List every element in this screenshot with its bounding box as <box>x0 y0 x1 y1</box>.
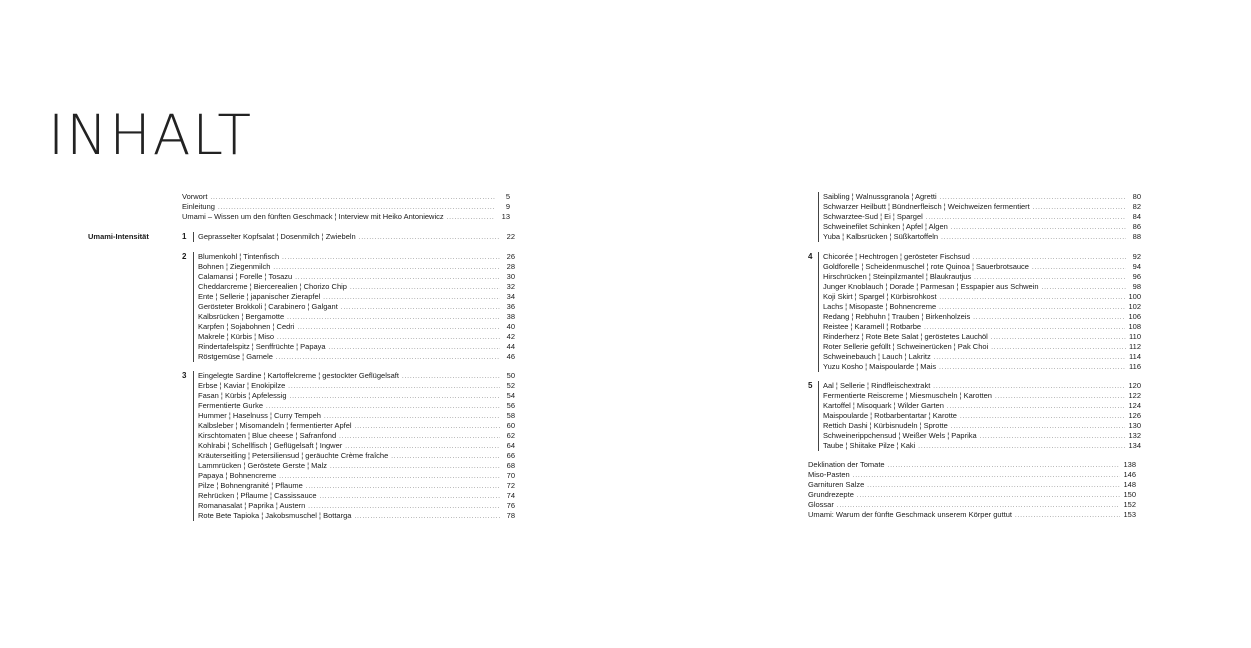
entry-title: Glossar <box>808 500 834 509</box>
entry-page: 52 <box>506 381 515 390</box>
entry-title: Rettich Dashi ¦ Kürbisnudeln ¦ Sprotte <box>823 421 948 430</box>
toc-entry[interactable] <box>823 322 1141 332</box>
leader-dots <box>939 363 1126 373</box>
entry-page: 94 <box>1132 262 1141 271</box>
toc-entry[interactable] <box>823 352 1141 362</box>
entry-title: Ente ¦ Sellerie ¦ japanischer Zierapfel <box>198 292 321 301</box>
entry-title: Deklination der Tomate <box>808 460 885 469</box>
entry-title: Schweinefilet Schinken ¦ Apfel ¦ Algen <box>823 222 948 231</box>
entry-page: 72 <box>506 481 515 490</box>
entry-page: 68 <box>506 461 515 470</box>
entry-title: Redang ¦ Rebhuhn ¦ Trauben ¦ Birkenholzeis <box>823 312 971 321</box>
entry-title: Karpfen ¦ Sojabohnen ¦ Cedri <box>198 322 295 331</box>
leader-dots <box>918 442 1125 452</box>
entry-page: 54 <box>506 391 515 400</box>
entry-title: Blumenkohl ¦ Tintenfisch <box>198 252 280 261</box>
entry-title: Reistee ¦ Karamell ¦ Rotbarbe <box>823 322 922 331</box>
leader-dots <box>980 432 1126 442</box>
entry-title: Schweinerippchensud ¦ Weißer Wels ¦ Paprika <box>823 431 977 440</box>
toc-entry[interactable] <box>198 471 515 481</box>
toc-entry[interactable] <box>182 202 510 212</box>
entry-page: 148 <box>1123 480 1136 489</box>
leader-dots <box>210 193 495 203</box>
entry-page: 30 <box>506 272 515 281</box>
entry-page: 42 <box>506 332 515 341</box>
entry-title: Chicorée ¦ Hechtrogen ¦ gerösteter Fischsud <box>823 252 970 261</box>
leader-dots <box>350 283 500 293</box>
leader-dots <box>323 293 500 303</box>
toc-entry[interactable] <box>198 511 515 521</box>
leader-dots <box>287 313 500 323</box>
toc-entry[interactable] <box>823 342 1141 352</box>
entry-page: 112 <box>1129 342 1141 351</box>
entry-title: Papaya ¦ Bohnencreme <box>198 471 277 480</box>
toc-entry[interactable] <box>808 470 1136 480</box>
group-1-entries <box>193 232 515 242</box>
entry-title: Kirschtomaten ¦ Blue cheese ¦ Safranfond <box>198 431 337 440</box>
entry-page: 100 <box>1128 292 1141 301</box>
entry-page: 126 <box>1128 411 1141 420</box>
entry-page: 152 <box>1123 500 1136 509</box>
leader-dots <box>402 372 500 382</box>
entry-title: Fermentierte Gurke <box>198 401 264 410</box>
entry-title: Pilze ¦ Bohnengranité ¦ Pflaume <box>198 481 303 490</box>
entry-title: Makrele ¦ Kürbis ¦ Miso <box>198 332 274 341</box>
toc-entry[interactable] <box>823 312 1141 322</box>
leader-dots <box>867 481 1120 491</box>
toc-entry[interactable] <box>823 401 1141 411</box>
entry-title: Maispoularde ¦ Rotbarbentartar ¦ Karotte <box>823 411 957 420</box>
entry-title: Gerösteter Brokkoli ¦ Carabinero ¦ Galgant <box>198 302 338 311</box>
leader-dots <box>273 263 500 273</box>
toc-entry[interactable] <box>823 302 1141 312</box>
toc-entry[interactable] <box>823 441 1141 451</box>
entry-page: 138 <box>1123 460 1136 469</box>
toc-entry[interactable] <box>182 192 510 202</box>
entry-page: 64 <box>506 441 515 450</box>
leader-dots <box>973 313 1125 323</box>
entry-page: 62 <box>506 431 515 440</box>
toc-entry[interactable] <box>823 292 1141 302</box>
entry-page: 46 <box>506 352 515 361</box>
group-5-entries <box>818 381 1141 451</box>
entry-page: 66 <box>506 451 515 460</box>
toc-entry[interactable] <box>198 302 515 312</box>
entry-page: 122 <box>1128 391 1141 400</box>
entry-title: Aal ¦ Sellerie ¦ Rindfleischextrakt <box>823 381 931 390</box>
entry-page: 108 <box>1128 322 1141 331</box>
toc-entry[interactable] <box>808 490 1136 500</box>
leader-dots <box>306 482 500 492</box>
toc-entry[interactable] <box>198 441 515 451</box>
toc-entry[interactable] <box>198 381 515 391</box>
entry-page: 76 <box>506 501 515 510</box>
group-number: 5 <box>808 381 813 390</box>
leader-dots <box>926 213 1126 223</box>
leader-dots <box>354 512 500 522</box>
entry-page: 60 <box>506 421 515 430</box>
leader-dots <box>857 491 1121 501</box>
entry-title: Fermentierte Reiscreme ¦ Miesmuscheln ¦ Karotten <box>823 391 992 400</box>
entry-page: 80 <box>1132 192 1141 201</box>
entry-page: 40 <box>506 322 515 331</box>
entry-title: Kohlrabi ¦ Schellfisch ¦ Geflügelsaft ¦ Ingwer <box>198 441 343 450</box>
intro-list <box>182 192 510 222</box>
toc-entry[interactable] <box>198 272 515 282</box>
entry-page: 146 <box>1123 470 1136 479</box>
toc-entry[interactable] <box>182 212 510 222</box>
leader-dots <box>341 303 500 313</box>
entry-title: Bohnen ¦ Ziegenmilch <box>198 262 271 271</box>
entry-page: 44 <box>506 342 515 351</box>
entry-title: Miso-Pasten <box>808 470 850 479</box>
toc-entry[interactable] <box>823 332 1141 342</box>
entry-title: Kräuterseitling ¦ Petersiliensud ¦ geräuchte Crème fraîche <box>198 451 389 460</box>
leader-dots <box>276 353 500 363</box>
entry-title: Cheddarcreme ¦ Biercerealien ¦ Chorizo Chip <box>198 282 347 291</box>
entry-page: 78 <box>506 511 515 520</box>
leader-dots <box>940 293 1126 303</box>
entry-page: 34 <box>506 292 515 301</box>
entry-page: 102 <box>1128 302 1141 311</box>
entry-title: Hirschrücken ¦ Steinpilzmantel ¦ Blaukrautjus <box>823 272 972 281</box>
toc-entry[interactable] <box>198 282 515 292</box>
entry-title: Schwarztee-Sud ¦ Ei ¦ Spargel <box>823 212 923 221</box>
leader-dots <box>329 343 500 353</box>
leader-dots <box>359 233 500 243</box>
entry-page: 92 <box>1132 252 1141 261</box>
entry-page: 9 <box>505 202 510 211</box>
leader-dots <box>1033 203 1126 213</box>
entry-title: Grundrezepte <box>808 490 854 499</box>
entry-title: Rote Bete Tapioka ¦ Jakobsmuschel ¦ Bottarga <box>198 511 352 520</box>
toc-entry[interactable] <box>823 391 1141 401</box>
toc-entry[interactable] <box>198 421 515 431</box>
entry-page: 116 <box>1129 362 1141 371</box>
entry-title: Taube ¦ Shiitake Pilze ¦ Kaki <box>823 441 916 450</box>
group-2-entries <box>193 252 515 362</box>
toc-entry[interactable] <box>823 232 1141 242</box>
toc-entry[interactable] <box>823 212 1141 222</box>
toc-entry[interactable] <box>823 362 1141 372</box>
entry-title: Umami – Wissen um den fünften Geschmack ¦ Interview mit Heiko Antoniewicz <box>182 212 444 221</box>
leader-dots <box>951 422 1126 432</box>
entry-page: 150 <box>1123 490 1136 499</box>
toc-entry[interactable] <box>198 312 515 322</box>
leader-dots <box>282 253 500 263</box>
appendix-list <box>808 460 1136 520</box>
entry-page: 134 <box>1128 441 1141 450</box>
toc-entry[interactable] <box>808 500 1136 510</box>
leader-dots <box>288 382 500 392</box>
leader-dots <box>290 392 500 402</box>
entry-title: Goldforelle ¦ Scheidenmuschel ¦ rote Quinoa ¦ Sauerbrotsauce <box>823 262 1029 271</box>
group-number: 4 <box>808 252 813 261</box>
toc-entry[interactable] <box>823 252 1141 262</box>
entry-page: 120 <box>1128 381 1141 390</box>
toc-entry[interactable] <box>198 292 515 302</box>
leader-dots <box>991 333 1126 343</box>
group-3-continued-entries <box>818 192 1141 242</box>
entry-page: 110 <box>1129 332 1141 341</box>
leader-dots <box>339 432 500 442</box>
entry-page: 96 <box>1132 272 1141 281</box>
entry-page: 70 <box>506 471 515 480</box>
toc-entry[interactable] <box>823 272 1141 282</box>
entry-title: Kalbsleber ¦ Misomandeln ¦ fermentierter Apfel <box>198 421 352 430</box>
toc-entry[interactable] <box>198 252 515 262</box>
entry-page: 36 <box>506 302 515 311</box>
toc-entry[interactable] <box>198 332 515 342</box>
entry-page: 153 <box>1123 510 1136 519</box>
toc-entry[interactable] <box>808 480 1136 490</box>
entry-title: Schweinebauch ¦ Lauch ¦ Lakritz <box>823 352 931 361</box>
entry-title: Erbse ¦ Kaviar ¦ Enokipilze <box>198 381 286 390</box>
toc-entry[interactable] <box>198 491 515 501</box>
entry-title: Roter Sellerie gefüllt ¦ Schweinerücken ¦ Pak Choi <box>823 342 989 351</box>
entry-page: 50 <box>506 371 515 380</box>
entry-page: 38 <box>506 312 515 321</box>
entry-page: 28 <box>506 262 515 271</box>
entry-title: Geprasselter Kopfsalat ¦ Dosenmilch ¦ Zwiebeln <box>198 232 356 241</box>
leader-dots <box>320 492 500 502</box>
toc-entry[interactable] <box>198 352 515 362</box>
toc-entry[interactable] <box>198 232 515 242</box>
leader-dots <box>960 412 1126 422</box>
toc-entry[interactable] <box>823 262 1141 272</box>
entry-title: Junger Knoblauch ¦ Dorade ¦ Parmesan ¦ Esspapier aus Schwein <box>823 282 1039 291</box>
leader-dots <box>941 233 1126 243</box>
leader-dots <box>995 392 1126 402</box>
entry-title: Garnituren Salze <box>808 480 865 489</box>
page-title: INHALT <box>48 103 254 167</box>
entry-title: Yuzu Kosho ¦ Maispoularde ¦ Mais <box>823 362 937 371</box>
entry-page: 5 <box>505 192 510 201</box>
toc-entry[interactable] <box>823 431 1141 441</box>
entry-page: 82 <box>1132 202 1141 211</box>
toc-entry[interactable] <box>198 342 515 352</box>
entry-page: 86 <box>1132 222 1141 231</box>
leader-dots <box>297 323 500 333</box>
toc-entry[interactable] <box>823 202 1141 212</box>
entry-page: 132 <box>1128 431 1141 440</box>
leader-dots <box>951 223 1126 233</box>
toc-entry[interactable] <box>808 510 1136 520</box>
toc-entry[interactable] <box>198 371 515 381</box>
leader-dots <box>947 402 1126 412</box>
toc-entry[interactable] <box>823 192 1141 202</box>
entry-title: Calamansi ¦ Forelle ¦ Tosazu <box>198 272 293 281</box>
group-number: 1 <box>182 232 187 241</box>
leader-dots <box>279 472 500 482</box>
entry-title: Rindertafelspitz ¦ Senffrüchte ¦ Papaya <box>198 342 326 351</box>
toc-entry[interactable] <box>823 411 1141 421</box>
leader-dots <box>888 461 1121 471</box>
entry-page: 13 <box>501 212 510 221</box>
entry-page: 124 <box>1128 401 1141 410</box>
group-3-entries <box>193 371 515 521</box>
toc-entry[interactable] <box>198 431 515 441</box>
toc-entry[interactable] <box>823 282 1141 292</box>
toc-entry[interactable] <box>198 481 515 491</box>
entry-title: Vorwort <box>182 192 208 201</box>
leader-dots <box>1015 511 1121 521</box>
leader-dots <box>355 422 500 432</box>
entry-page: 84 <box>1132 212 1141 221</box>
entry-page: 114 <box>1129 352 1141 361</box>
entry-title: Fasan ¦ Kürbis ¦ Apfelessig <box>198 391 287 400</box>
toc-entry[interactable] <box>823 421 1141 431</box>
leader-dots <box>934 353 1126 363</box>
entry-page: 56 <box>506 401 515 410</box>
entry-title: Rinderherz ¦ Rote Bete Salat ¦ geröstetes Lauchöl <box>823 332 988 341</box>
entry-page: 74 <box>506 491 515 500</box>
group-4-entries <box>818 252 1141 372</box>
entry-page: 58 <box>506 411 515 420</box>
entry-title: Saibling ¦ Walnussgranola ¦ Agretti <box>823 192 937 201</box>
entry-title: Kartoffel ¦ Misoquark ¦ Wilder Garten <box>823 401 944 410</box>
toc-entry[interactable] <box>198 262 515 272</box>
leader-dots <box>853 471 1121 481</box>
entry-title: Koji Skirt ¦ Spargel ¦ Kürbisrohkost <box>823 292 937 301</box>
entry-title: Röstgemüse ¦ Garnele <box>198 352 273 361</box>
entry-page: 26 <box>506 252 515 261</box>
leader-dots <box>391 452 500 462</box>
toc-entry[interactable] <box>198 411 515 421</box>
entry-title: Umami: Warum der fünfte Geschmack unserem Körper guttut <box>808 510 1012 519</box>
entry-title: Schwarzer Heilbutt ¦ Bündnerfleisch ¦ Weichweizen fermentiert <box>823 202 1030 211</box>
toc-entry[interactable] <box>198 451 515 461</box>
toc-entry[interactable] <box>198 391 515 401</box>
toc-entry[interactable] <box>198 501 515 511</box>
entry-title: Rehrücken ¦ Pflaume ¦ Cassissauce <box>198 491 317 500</box>
toc-entry[interactable] <box>808 460 1136 470</box>
toc-entry[interactable] <box>198 322 515 332</box>
toc-entry[interactable] <box>198 461 515 471</box>
entry-title: Kalbsrücken ¦ Bergamotte <box>198 312 285 321</box>
entry-page: 106 <box>1128 312 1141 321</box>
toc-entry[interactable] <box>823 222 1141 232</box>
leader-dots <box>1032 263 1126 273</box>
entry-page: 32 <box>506 282 515 291</box>
leader-dots <box>330 462 500 472</box>
entry-page: 22 <box>506 232 515 241</box>
entry-title: Eingelegte Sardine ¦ Kartoffelcreme ¦ gestockter Geflügelsaft <box>198 371 399 380</box>
entry-page: 98 <box>1132 282 1141 291</box>
entry-title: Lammrücken ¦ Geröstete Gerste ¦ Malz <box>198 461 327 470</box>
entry-title: Einleitung <box>182 202 215 211</box>
umami-intensity-label: Umami-Intensität <box>88 232 149 241</box>
entry-title: Lachs ¦ Misopaste ¦ Bohnencreme <box>823 302 937 311</box>
entry-page: 130 <box>1128 421 1141 430</box>
toc-entry[interactable] <box>823 381 1141 391</box>
group-number: 2 <box>182 252 187 261</box>
leader-dots <box>991 343 1126 353</box>
leader-dots <box>1042 283 1126 293</box>
leader-dots <box>447 213 495 223</box>
entry-page: 88 <box>1132 232 1141 241</box>
entry-title: Yuba ¦ Kalbsrücken ¦ Süßkartoffeln <box>823 232 939 241</box>
toc-entry[interactable] <box>198 401 515 411</box>
group-number: 3 <box>182 371 187 380</box>
entry-title: Romanasalat ¦ Paprika ¦ Austern <box>198 501 306 510</box>
entry-title: Hummer ¦ Haselnuss ¦ Curry Tempeh <box>198 411 321 420</box>
